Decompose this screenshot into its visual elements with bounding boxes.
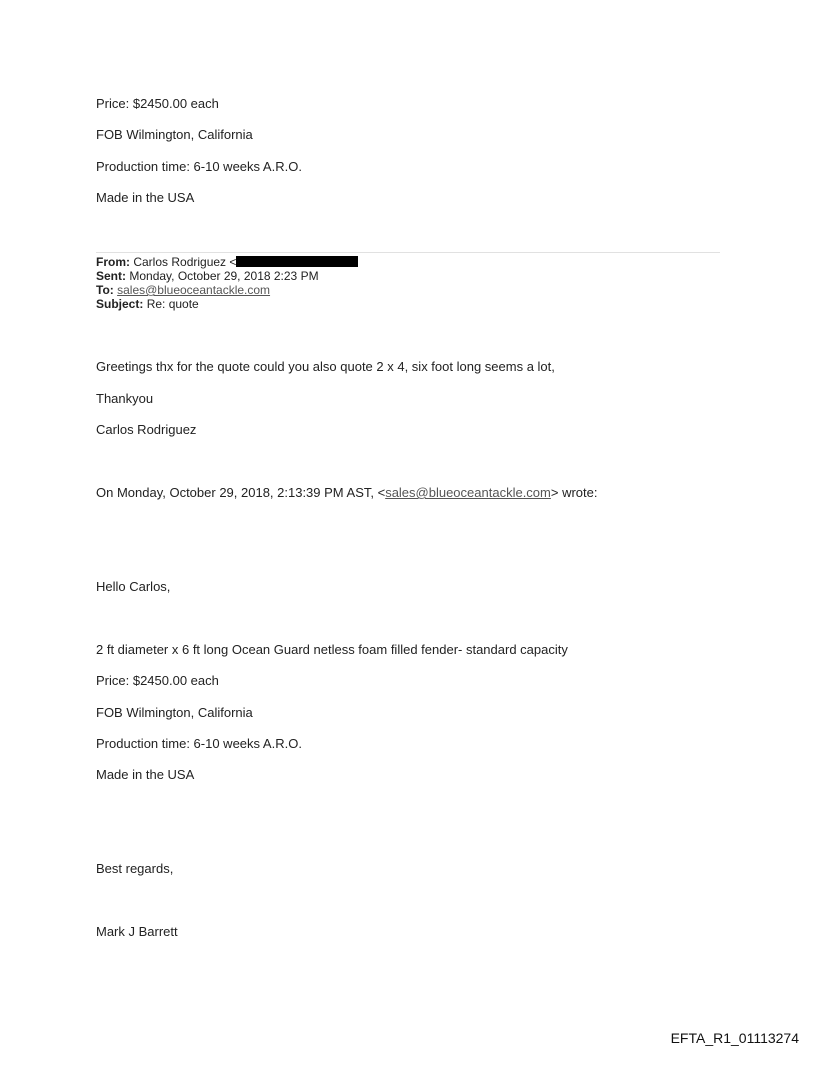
header-divider [96, 252, 720, 253]
to-row [96, 283, 270, 297]
to-label: To: [96, 283, 114, 297]
quoted-price: Price: $2450.00 each [96, 673, 219, 688]
from-row [96, 255, 358, 269]
sent-value: Monday, October 29, 2018 2:23 PM [129, 269, 319, 283]
reply-signature: Carlos Rodriguez [96, 422, 197, 437]
quoted-production: Production time: 6-10 weeks A.R.O. [96, 736, 302, 751]
reply-thanks: Thankyou [96, 391, 154, 406]
subject-row [96, 297, 199, 311]
quoted-intro-email-link[interactable]: sales@blueoceantackle.com [385, 485, 551, 500]
quoted-sender: Mark J Barrett [96, 924, 178, 939]
quoted-greeting: Hello Carlos, [96, 579, 171, 594]
subject-label: Subject: [96, 297, 144, 311]
top-origin-line: Made in the USA [96, 190, 195, 205]
from-value: Carlos Rodriguez < [133, 255, 237, 269]
top-production-line: Production time: 6-10 weeks A.R.O. [96, 159, 302, 174]
subject-value: Re: quote [146, 297, 199, 311]
top-price-line: Price: $2450.00 each [96, 96, 219, 111]
quoted-intro-prefix: On Monday, October 29, 2018, 2:13:39 PM AST, < [96, 485, 386, 500]
quoted-intro [96, 485, 597, 501]
to-email-link[interactable]: sales@blueoceantackle.com [117, 283, 271, 297]
quoted-fob: FOB Wilmington, California [96, 705, 253, 720]
sent-label: Sent: [96, 269, 126, 283]
quoted-intro-suffix: > wrote: [550, 485, 598, 500]
document-id: EFTA_R1_01113274 [670, 1030, 799, 1046]
sent-row [96, 269, 319, 283]
top-fob-line: FOB Wilmington, California [96, 127, 253, 142]
quoted-closing: Best regards, [96, 861, 174, 876]
redaction-bar [236, 256, 358, 267]
reply-body: Greetings thx for the quote could you also quote 2 x 4, six foot long seems a lot, [96, 359, 555, 374]
from-label: From: [96, 255, 130, 269]
quoted-origin: Made in the USA [96, 767, 195, 782]
quoted-product: 2 ft diameter x 6 ft long Ocean Guard netless foam filled fender- standard capacity [96, 642, 568, 657]
